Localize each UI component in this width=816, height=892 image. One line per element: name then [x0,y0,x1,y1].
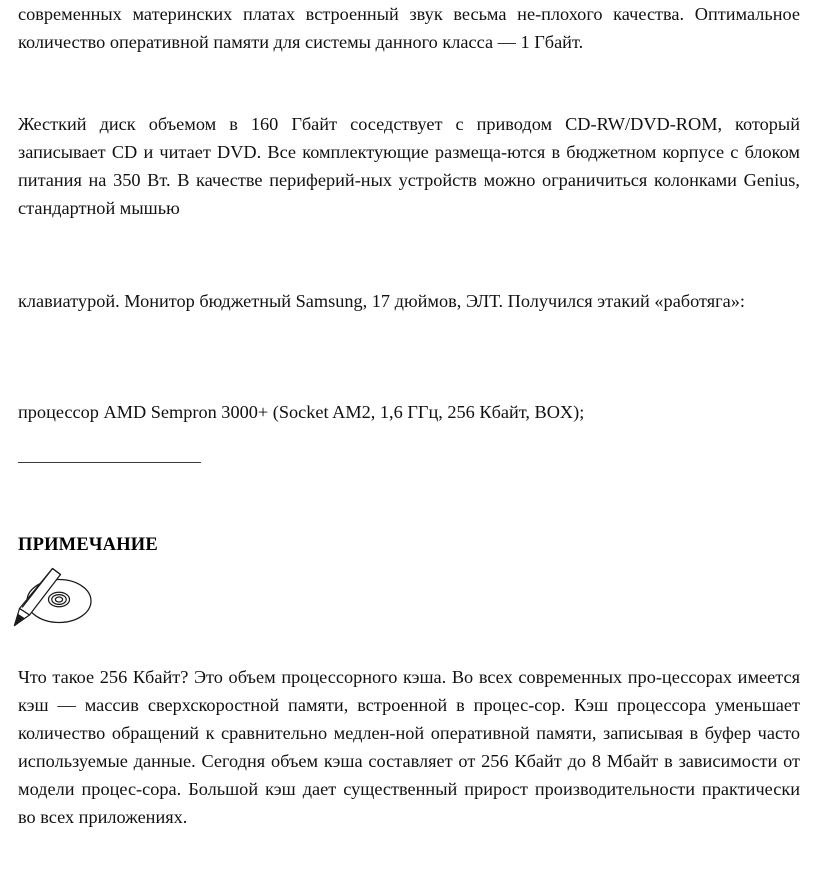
paragraph-harddrive-case-peripherals: Жесткий диск объемом в 160 Гбайт соседствует с приводом CD-RW/DVD-ROM, который записывает CD и читает DVD. Все комплектующие размеща-ются в бюджетном корпусе с блоком питания на 350 Вт. В качестве периферий-ных устройств можно ограничиться колонками Genius, стандартной мышью [18,114,800,218]
paragraph-motherboard-audio-memory: современных материнских платах встроенный звук весьма не-плохого качества. Оптимальное количество оперативной памяти для системы данного класса — 1 Гбайт. [18,4,800,52]
horizontal-rule-line [18,462,201,463]
note-heading: ПРИМЕЧАНИЕ [18,535,158,555]
paragraph-keyboard-monitor: клавиатурой. Монитор бюджетный Samsung, 17 дюймов, ЭЛТ. Получился этакий «работяга»: [18,291,745,311]
pencil-and-disc-icon [8,563,100,633]
paragraph-cache-explanation: Что такое 256 Кбайт? Это объем процессорного кэша. Во всех современных про-цессорах имеется кэш — массив сверхскоростной памяти, встроенной в процес-сор. Кэш процессора уменьшает количество обращений к сравнительно медлен-ной оперативной памяти, записывая в буфер часто используемые данные. Сегодня объем кэша составляет от 256 Кбайт до 8 Мбайт в зависимости от модели процес-сора. Большой кэш дает существенный прирост производительности практически во всех приложениях. [18,667,800,827]
horizontal-rule [18,462,201,465]
paragraph-processor-spec: процессор AMD Sempron 3000+ (Socket AM2, 1,6 ГГц, 256 Кбайт, BOX); [18,402,585,422]
